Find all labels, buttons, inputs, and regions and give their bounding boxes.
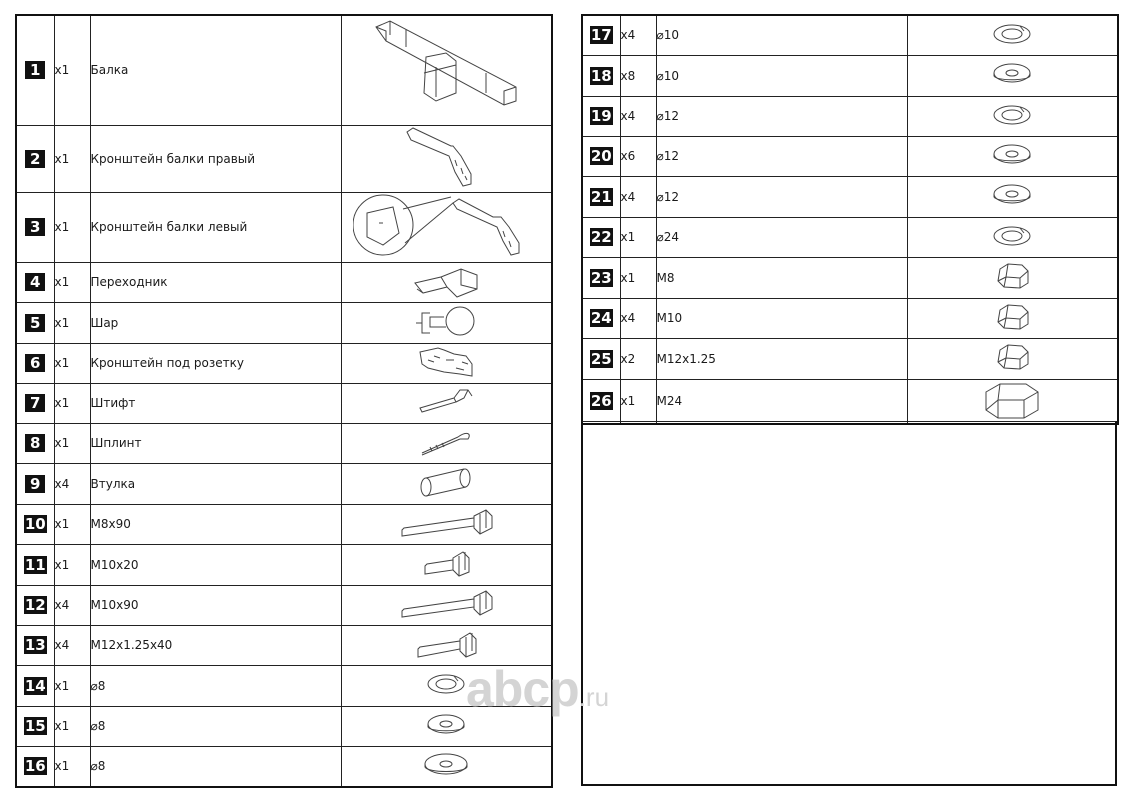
- left-bracket-icon: [353, 193, 539, 259]
- part-number-badge: 19: [590, 107, 612, 125]
- part-number-cell: [16, 585, 54, 625]
- part-quantity: x1: [54, 15, 90, 125]
- part-quantity: x8: [620, 55, 656, 96]
- watermark-main: abcp: [466, 661, 579, 717]
- abcp-watermark: [466, 660, 609, 718]
- part-row: [16, 544, 552, 585]
- part-illustration-cell: [907, 298, 1118, 338]
- part-name: M24: [656, 379, 907, 424]
- part-number-badge: 16: [24, 757, 46, 776]
- part-number-cell: [16, 706, 54, 746]
- part-number-badge: 11: [24, 555, 46, 574]
- part-row: [16, 585, 552, 625]
- socket-bracket-icon: [414, 344, 478, 380]
- part-row: [16, 262, 552, 302]
- part-number-badge: 8: [25, 434, 45, 452]
- part-row: [16, 504, 552, 544]
- part-number-cell: [16, 192, 54, 262]
- spring-washer-icon: [990, 223, 1034, 249]
- part-quantity: x1: [54, 383, 90, 423]
- part-number-badge: 26: [590, 392, 612, 410]
- empty-table-area: [578, 421, 1117, 786]
- spring-washer-icon: [990, 102, 1034, 128]
- part-quantity: x1: [620, 379, 656, 424]
- part-quantity: x1: [54, 665, 90, 706]
- part-quantity: x1: [54, 706, 90, 746]
- large-nut-icon: [980, 380, 1044, 420]
- part-name: ⌀24: [656, 217, 907, 257]
- part-illustration-cell: [341, 423, 552, 463]
- part-row: [16, 302, 552, 343]
- part-number-badge: 23: [590, 268, 612, 287]
- part-number-cell: [16, 262, 54, 302]
- part-number-badge: 15: [24, 717, 46, 735]
- part-number-cell: [582, 379, 620, 424]
- part-quantity: x1: [54, 343, 90, 383]
- part-quantity: x1: [54, 262, 90, 302]
- part-number-cell: [16, 544, 54, 585]
- part-quantity: x4: [620, 298, 656, 338]
- part-illustration-cell: [907, 136, 1118, 176]
- part-row: [582, 338, 1118, 379]
- part-number-badge: 18: [590, 66, 612, 85]
- part-number-badge: 3: [25, 218, 45, 236]
- part-name: Втулка: [90, 463, 341, 504]
- part-illustration-cell: [341, 383, 552, 423]
- flat-washer-icon: [990, 142, 1034, 168]
- part-illustration-cell: [341, 192, 552, 262]
- part-name: Кронштейн под розетку: [90, 343, 341, 383]
- tow-beam-icon: [366, 17, 526, 121]
- spring-washer-icon: [990, 21, 1034, 47]
- part-quantity: x1: [620, 217, 656, 257]
- part-number-badge: 5: [25, 314, 45, 332]
- adapter-icon: [411, 263, 481, 299]
- part-row: [16, 343, 552, 383]
- part-number-badge: 9: [25, 475, 45, 493]
- part-number-badge: 10: [24, 515, 46, 533]
- part-illustration-cell: [341, 15, 552, 125]
- part-name: Переходник: [90, 262, 341, 302]
- part-name: M10: [656, 298, 907, 338]
- part-illustration-cell: [341, 585, 552, 625]
- part-number-cell: [582, 217, 620, 257]
- part-illustration-cell: [341, 544, 552, 585]
- part-number-badge: 21: [590, 187, 612, 206]
- flat-washer-icon: [990, 182, 1034, 208]
- part-number-badge: 25: [590, 349, 612, 368]
- part-number-cell: [582, 136, 620, 176]
- part-quantity: x1: [54, 504, 90, 544]
- part-name: ⌀12: [656, 176, 907, 217]
- part-name: ⌀12: [656, 96, 907, 136]
- part-number-cell: [16, 504, 54, 544]
- part-quantity: x1: [54, 746, 90, 787]
- part-number-cell: [582, 15, 620, 55]
- nut-icon: [992, 342, 1032, 372]
- part-row: [582, 379, 1118, 424]
- flat-washer-icon: [990, 61, 1034, 87]
- part-number-badge: 7: [25, 394, 45, 412]
- long-bolt-icon: [398, 506, 494, 540]
- part-row: [582, 15, 1118, 55]
- part-number-badge: 6: [25, 354, 45, 372]
- part-number-cell: [16, 125, 54, 192]
- part-number-cell: [16, 625, 54, 665]
- part-illustration-cell: [907, 15, 1118, 55]
- part-quantity: x4: [620, 176, 656, 217]
- parts-table-right: [581, 14, 1119, 425]
- part-number-cell: [16, 302, 54, 343]
- part-name: Шплинт: [90, 423, 341, 463]
- flat-washer-icon: [424, 712, 468, 738]
- part-number-badge: 20: [590, 147, 612, 165]
- part-number-cell: [16, 383, 54, 423]
- pin-icon: [416, 386, 476, 418]
- bushing-icon: [416, 465, 476, 499]
- part-name: M12x1.25: [656, 338, 907, 379]
- part-row: [16, 423, 552, 463]
- part-name: Кронштейн балки левый: [90, 192, 341, 262]
- short-bolt-icon: [419, 546, 473, 580]
- part-number-cell: [16, 746, 54, 787]
- part-number-cell: [16, 343, 54, 383]
- part-row: [582, 136, 1118, 176]
- part-number-cell: [582, 338, 620, 379]
- part-number-cell: [582, 176, 620, 217]
- part-number-cell: [582, 55, 620, 96]
- watermark-tld: .ru: [578, 682, 610, 712]
- part-quantity: x1: [54, 544, 90, 585]
- part-number-badge: 13: [24, 636, 46, 654]
- part-illustration-cell: [341, 343, 552, 383]
- part-name: ⌀10: [656, 15, 907, 55]
- part-row: [16, 192, 552, 262]
- part-illustration-cell: [907, 176, 1118, 217]
- part-row: [16, 125, 552, 192]
- large-washer-icon: [422, 751, 470, 779]
- part-name: ⌀8: [90, 665, 341, 706]
- part-illustration-cell: [341, 504, 552, 544]
- part-number-cell: [582, 257, 620, 298]
- part-number-badge: 2: [25, 150, 45, 168]
- long-bolt-icon: [398, 587, 494, 621]
- part-row: [16, 15, 552, 125]
- part-illustration-cell: [341, 746, 552, 787]
- part-quantity: x1: [54, 302, 90, 343]
- part-row: [582, 257, 1118, 298]
- part-quantity: x1: [54, 423, 90, 463]
- right-bracket-icon: [401, 126, 491, 188]
- part-illustration-cell: [341, 625, 552, 665]
- part-number-cell: [582, 96, 620, 136]
- part-number-cell: [16, 15, 54, 125]
- part-quantity: x4: [54, 625, 90, 665]
- part-name: M8x90: [90, 504, 341, 544]
- part-row: [16, 746, 552, 787]
- part-quantity: x4: [620, 96, 656, 136]
- part-name: M8: [656, 257, 907, 298]
- part-row: [16, 383, 552, 423]
- part-quantity: x4: [54, 463, 90, 504]
- part-name: Балка: [90, 15, 341, 125]
- part-illustration-cell: [907, 55, 1118, 96]
- cotter-pin-icon: [416, 425, 476, 459]
- part-name: M10x20: [90, 544, 341, 585]
- part-name: ⌀8: [90, 706, 341, 746]
- part-row: [582, 217, 1118, 257]
- part-quantity: x4: [54, 585, 90, 625]
- part-illustration-cell: [341, 302, 552, 343]
- part-row: [582, 96, 1118, 136]
- part-number-badge: 24: [590, 309, 612, 327]
- part-illustration-cell: [907, 338, 1118, 379]
- part-name: M10x90: [90, 585, 341, 625]
- part-illustration-cell: [907, 217, 1118, 257]
- part-quantity: x2: [620, 338, 656, 379]
- part-name: ⌀8: [90, 746, 341, 787]
- part-name: Кронштейн балки правый: [90, 125, 341, 192]
- part-illustration-cell: [907, 257, 1118, 298]
- part-illustration-cell: [341, 463, 552, 504]
- spring-washer-icon: [424, 671, 468, 697]
- part-number-cell: [16, 423, 54, 463]
- part-quantity: x1: [54, 125, 90, 192]
- part-number-cell: [582, 298, 620, 338]
- part-number-cell: [16, 665, 54, 706]
- part-quantity: x4: [620, 15, 656, 55]
- nut-icon: [992, 302, 1032, 332]
- part-number-badge: 17: [590, 26, 612, 45]
- part-name: ⌀12: [656, 136, 907, 176]
- part-quantity: x1: [54, 192, 90, 262]
- part-row: [582, 298, 1118, 338]
- part-number-badge: 12: [24, 596, 46, 614]
- part-number-badge: 14: [24, 676, 46, 695]
- part-quantity: x1: [620, 257, 656, 298]
- part-quantity: x6: [620, 136, 656, 176]
- part-number-badge: 4: [25, 273, 45, 291]
- part-illustration-cell: [907, 96, 1118, 136]
- part-name: Штифт: [90, 383, 341, 423]
- part-illustration-cell: [341, 125, 552, 192]
- part-row: [16, 463, 552, 504]
- part-row: [582, 55, 1118, 96]
- part-row: [16, 625, 552, 665]
- part-row: [582, 176, 1118, 217]
- part-number-badge: 1: [25, 61, 45, 79]
- part-illustration-cell: [341, 262, 552, 302]
- nut-icon: [992, 261, 1032, 291]
- part-name: ⌀10: [656, 55, 907, 96]
- bolt-icon: [412, 627, 480, 661]
- part-number-badge: 22: [590, 228, 612, 246]
- tow-ball-icon: [414, 303, 478, 339]
- part-name: Шар: [90, 302, 341, 343]
- part-number-cell: [16, 463, 54, 504]
- part-illustration-cell: [907, 379, 1118, 424]
- part-name: M12x1.25x40: [90, 625, 341, 665]
